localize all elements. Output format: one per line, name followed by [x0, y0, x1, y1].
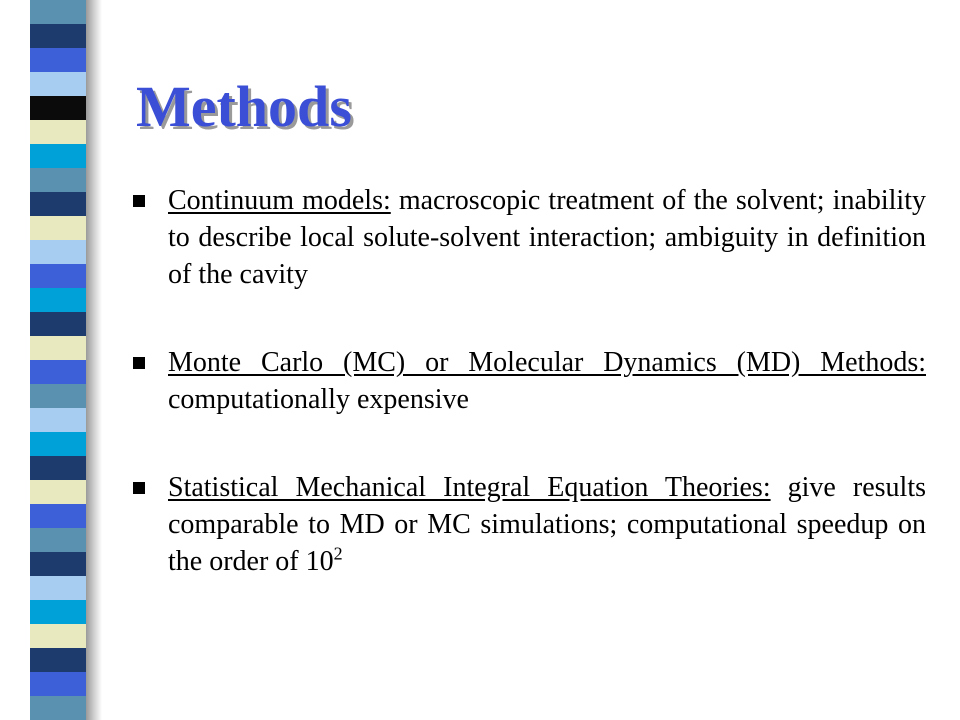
bullet-continuum-models — [128, 182, 926, 293]
stripe-segment — [30, 264, 86, 288]
slide-title: Methods — [136, 74, 352, 139]
bullet-mc-md-methods — [128, 344, 926, 418]
stripe-segment — [30, 624, 86, 648]
stripe-segment — [30, 504, 86, 528]
stripe-segment — [30, 192, 86, 216]
stripe-segment — [30, 0, 86, 24]
stripe-segment — [30, 384, 86, 408]
stripe-segment — [30, 432, 86, 456]
bullet-list — [128, 182, 926, 580]
stripe-segment — [30, 408, 86, 432]
stripe-segment — [30, 672, 86, 696]
superscript-exponent: 2 — [333, 543, 343, 564]
stripe-segment — [30, 456, 86, 480]
stripe-segment — [30, 48, 86, 72]
bullet-heading: Monte Carlo (MC) or Molecular Dynamics (MD) Methods: — [168, 347, 926, 378]
stripe-segment — [30, 480, 86, 504]
square-bullet-icon — [133, 482, 145, 494]
stripe-segment — [30, 552, 86, 576]
stripe-bar-shadow — [86, 0, 102, 720]
bullet-integral-equation-theories — [128, 469, 926, 580]
stripe-segment — [30, 240, 86, 264]
stripe-segment — [30, 24, 86, 48]
stripe-segment — [30, 288, 86, 312]
bullet-heading: Continuum models: — [168, 185, 391, 216]
bullet-text: computationally expensive — [168, 384, 469, 415]
stripe-segment — [30, 312, 86, 336]
square-bullet-icon — [133, 357, 145, 369]
bullet-heading: Statistical Mechanical Integral Equation Theories: — [168, 472, 771, 503]
decorative-stripe-bar — [30, 0, 86, 720]
stripe-segment — [30, 576, 86, 600]
stripe-segment — [30, 72, 86, 96]
stripe-segment — [30, 696, 86, 720]
bullet-text: give results comparable to MD or MC simulations; computational speedup on the order of 10 — [168, 472, 926, 577]
stripe-segment — [30, 360, 86, 384]
stripe-segment — [30, 600, 86, 624]
stripe-segment — [30, 144, 86, 168]
stripe-segment — [30, 648, 86, 672]
square-bullet-icon — [133, 195, 145, 207]
bullet-text: macroscopic treatment of the solvent; inability to describe local solute-solvent interaction; ambiguity in definition of the cavity — [168, 185, 926, 290]
stripe-segment — [30, 528, 86, 552]
stripe-segment — [30, 336, 86, 360]
stripe-segment — [30, 96, 86, 120]
stripe-segment — [30, 216, 86, 240]
stripe-segment — [30, 168, 86, 192]
stripe-segment — [30, 120, 86, 144]
